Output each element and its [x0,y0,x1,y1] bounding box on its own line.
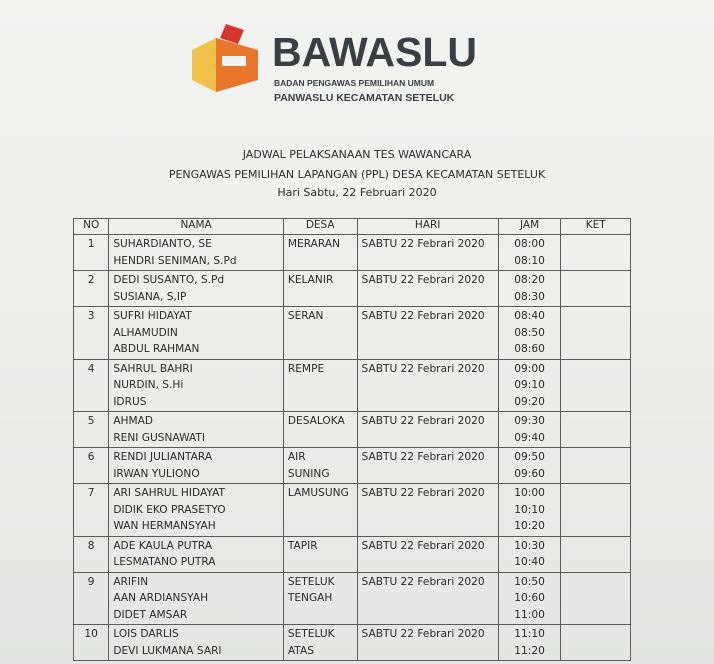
cell-hari [357,572,498,625]
cell-desa [283,359,357,412]
brand-subtitle: BADAN PENGAWAS PEMILIHAN UMUM [274,78,435,88]
cell-ket [561,359,631,412]
cell-hari [357,625,498,661]
cell-hari [357,235,498,271]
village-name [288,325,353,342]
village-name: SUNING [287,467,330,480]
interview-time: 11:00 [514,608,545,621]
cell-jam [498,536,561,572]
table-header-row [74,219,631,235]
cell-no [74,572,109,625]
column-header-nama: NAMA [109,219,284,235]
row-number: 3 [87,310,95,322]
village-name [288,430,353,447]
remark [565,643,626,660]
interview-time: 08:20 [514,274,545,286]
cell-ket [561,412,631,448]
candidate-name: WAN HERMANSYAH [113,520,216,532]
interview-time: 08:00 [514,238,545,250]
interview-day [362,518,494,535]
village-name [288,394,353,411]
interview-day [362,377,494,394]
candidate-name: ABDUL RAHMAN [113,343,200,355]
row-number: 4 [87,362,95,375]
table-row [74,625,631,661]
interview-day [362,289,494,306]
table-row [74,271,631,307]
village-name [288,502,353,519]
interview-day: SABTU 22 Febrari 2020 [361,628,485,640]
remark [565,272,626,289]
cell-no [74,359,109,412]
remark [565,485,626,502]
remark [565,361,626,378]
table-row [74,235,631,271]
candidate-name: LOIS DARLIS [113,628,179,640]
row-number: 2 [87,274,95,286]
cell-desa [283,307,357,360]
remark [565,394,626,411]
row-number: 5 [87,415,95,427]
cell-nama [109,536,284,572]
village-name [288,607,353,624]
candidate-name: AAN ARDIANSYAH [113,592,209,604]
interview-time: 08:30 [514,290,545,303]
interview-day [362,341,494,358]
interview-time: 08:40 [514,310,545,322]
table-row [74,536,631,572]
cell-no [74,235,109,271]
row-number [78,377,104,394]
cell-ket [561,572,631,625]
interview-day [362,554,494,571]
interview-day [362,502,494,519]
candidate-name: AHMAD [113,415,154,427]
interview-time: 11:10 [514,628,545,640]
cell-desa [283,271,357,307]
interview-time: 10:20 [514,520,545,532]
cell-no [74,412,109,448]
row-number: 9 [87,575,95,588]
candidate-name: RENDI JULIANTARA [113,451,213,463]
cell-no [74,536,109,572]
row-number [78,253,104,270]
remark [565,341,626,358]
candidate-name: ARI SAHRUL HIDAYAT [113,487,225,499]
cell-hari [357,271,498,307]
cell-jam [498,484,561,537]
interview-time: 10:10 [514,503,545,516]
table-row [74,307,631,360]
cell-nama [109,235,284,271]
row-number: 1 [87,238,95,250]
row-number: 6 [87,451,95,463]
cell-no [74,271,109,307]
table-row [74,484,631,537]
interview-time: 09:60 [514,467,545,480]
village-name [288,554,353,571]
interview-time: 08:50 [514,326,545,339]
candidate-name: DEVI LUKMANA SARI [113,644,222,657]
interview-day: SABTU 22 Febrari 2020 [361,539,485,552]
cell-no [74,307,109,360]
cell-jam [498,271,561,307]
interview-time: 09:30 [514,415,545,427]
remark [565,466,626,483]
remark [565,626,626,643]
interview-day: SABTU 22 Febrari 2020 [361,415,485,427]
village-name [288,341,353,358]
cell-ket [561,536,631,572]
remark [565,413,626,430]
village-name: LAMUSUNG [287,487,349,499]
interview-time: 08:60 [514,343,545,355]
village-name: SETELUK [287,628,335,640]
village-name: ATAS [287,644,314,657]
candidate-name: ALHAMUDIN [113,326,178,339]
row-number [78,394,104,411]
row-number [78,590,104,607]
remark [565,554,626,571]
candidate-name: IDRUS [113,395,147,408]
remark [565,574,626,591]
cell-no [74,625,109,661]
schedule-table [73,218,631,661]
remark [565,607,626,624]
cell-ket [561,271,631,307]
candidate-name: HENDRI SENIMAN, S.Pd [113,254,237,267]
remark [565,308,626,325]
cell-ket [561,484,631,537]
column-header-desa: DESA [283,219,357,235]
cell-nama [109,484,284,537]
candidate-name: SUSIANA, S,IP [113,290,187,303]
row-number [78,554,104,571]
column-header-no: NO [74,219,109,235]
village-name: AIR [287,451,306,463]
interview-day [362,325,494,342]
row-number [78,466,104,483]
village-name: SERAN [287,310,324,322]
candidate-name: LESMATANO PUTRA [113,556,216,568]
village-name [288,253,353,270]
village-name: MERARAN [287,238,340,250]
interview-day [362,466,494,483]
cell-ket [561,625,631,661]
table-row [74,412,631,448]
interview-day: SABTU 22 Febrari 2020 [361,487,485,499]
cell-desa [283,536,357,572]
table-row [74,572,631,625]
cell-nama [109,448,284,484]
candidate-name: SUFRI HIDAYAT [113,310,192,322]
cell-hari [357,448,498,484]
remark [565,325,626,342]
interview-time: 09:40 [514,431,545,444]
document-subtitle: PENGAWAS PEMILIHAN LAPANGAN (PPL) DESA KECAMATAN SETELUK [168,168,546,181]
candidate-name: NURDIN, S.Hi [113,379,184,391]
cell-nama [109,412,284,448]
table-row [74,448,631,484]
interview-time: 11:20 [514,644,545,657]
cell-hari [357,359,498,412]
cell-no [74,448,109,484]
cell-desa [283,448,357,484]
interview-day: SABTU 22 Febrari 2020 [361,274,485,286]
cell-no [74,484,109,537]
row-number: 7 [87,487,95,499]
cell-desa [283,412,357,448]
cell-desa [283,484,357,537]
row-number [78,643,104,660]
village-name: KELANIR [287,274,334,286]
candidate-name: DIDET AMSAR [113,608,188,621]
row-number [78,341,104,358]
interview-time: 09:00 [514,362,545,375]
interview-day [362,643,494,660]
remark [565,590,626,607]
table-row [74,359,631,412]
row-number [78,518,104,535]
interview-time: 10:30 [514,539,545,552]
village-name: DESALOKA [287,415,345,427]
row-number [78,325,104,342]
row-number [78,289,104,306]
schedule-table-body [74,235,631,661]
remark [565,236,626,253]
cell-desa [283,572,357,625]
cell-desa [283,235,357,271]
candidate-name: IRWAN YULIONO [113,467,200,480]
candidate-name: ARIFIN [113,575,149,588]
candidate-name: DEDI SUSANTO, S.Pd [113,274,225,286]
cell-jam [498,625,561,661]
interview-day [362,253,494,270]
cell-jam [498,359,561,412]
village-name: TAPIR [287,539,318,552]
cell-jam [498,235,561,271]
row-number [78,607,104,624]
interview-time: 08:10 [514,254,545,267]
candidate-name: SAHRUL BAHRI [113,362,193,375]
interview-day [362,394,494,411]
column-header-jam: JAM [498,219,561,235]
row-number: 8 [87,539,95,552]
remark [565,430,626,447]
row-number [78,502,104,519]
interview-day: SABTU 22 Febrari 2020 [361,575,485,588]
brand-name: BAWASLU [272,29,477,75]
interview-day: SABTU 22 Febrari 2020 [361,362,485,375]
cell-nama [109,625,284,661]
interview-time: 09:10 [514,379,545,391]
remark [565,449,626,466]
cell-jam [498,412,561,448]
village-name: TENGAH [287,592,333,604]
village-name [288,518,353,535]
cell-hari [357,307,498,360]
interview-time: 10:50 [514,575,545,588]
candidate-name: SUHARDIANTO, SE [113,238,212,250]
bawaslu-logo [186,22,486,107]
interview-time: 10:40 [514,556,545,568]
interview-day: SABTU 22 Febrari 2020 [361,238,485,250]
interview-time: 09:50 [514,451,545,463]
remark [565,253,626,270]
cell-nama [109,572,284,625]
column-header-hari: HARI [357,219,498,235]
row-number [78,430,104,447]
cell-nama [109,307,284,360]
cell-jam [498,307,561,360]
cell-hari [357,412,498,448]
remark [565,289,626,306]
cell-hari [357,536,498,572]
brand-office: PANWASLU KECAMATAN SETELUK [274,92,455,104]
remark [565,518,626,535]
candidate-name: ADE KAULA PUTRA [113,539,213,552]
candidate-name: DIDIK EKO PRASETYO [113,503,226,516]
cell-desa [283,625,357,661]
bawaslu-emblem-icon [186,22,270,106]
interview-time: 10:60 [514,592,545,604]
interview-day [362,430,494,447]
interview-day: SABTU 22 Febrari 2020 [361,451,485,463]
document-date: Hari Sabtu, 22 Februari 2020 [277,186,437,199]
document-title: JADWAL PELAKSANAAN TES WAWANCARA [242,148,472,161]
remark [565,538,626,555]
village-name: REMPE [287,362,325,375]
interview-day [362,607,494,624]
remark [565,377,626,394]
column-header-ket: KET [561,219,631,235]
cell-hari [357,484,498,537]
cell-ket [561,235,631,271]
interview-time: 10:00 [514,487,545,499]
village-name: SETELUK [287,575,335,588]
remark [565,502,626,519]
interview-day: SABTU 22 Febrari 2020 [361,310,485,322]
village-name [288,377,353,394]
candidate-name: RENI GUSNAWATI [113,431,205,444]
cell-jam [498,448,561,484]
cell-ket [561,448,631,484]
village-name [288,289,353,306]
cell-ket [561,307,631,360]
interview-day [362,590,494,607]
cell-nama [109,359,284,412]
cell-nama [109,271,284,307]
row-number: 10 [84,628,98,640]
cell-jam [498,572,561,625]
interview-time: 09:20 [514,395,545,408]
